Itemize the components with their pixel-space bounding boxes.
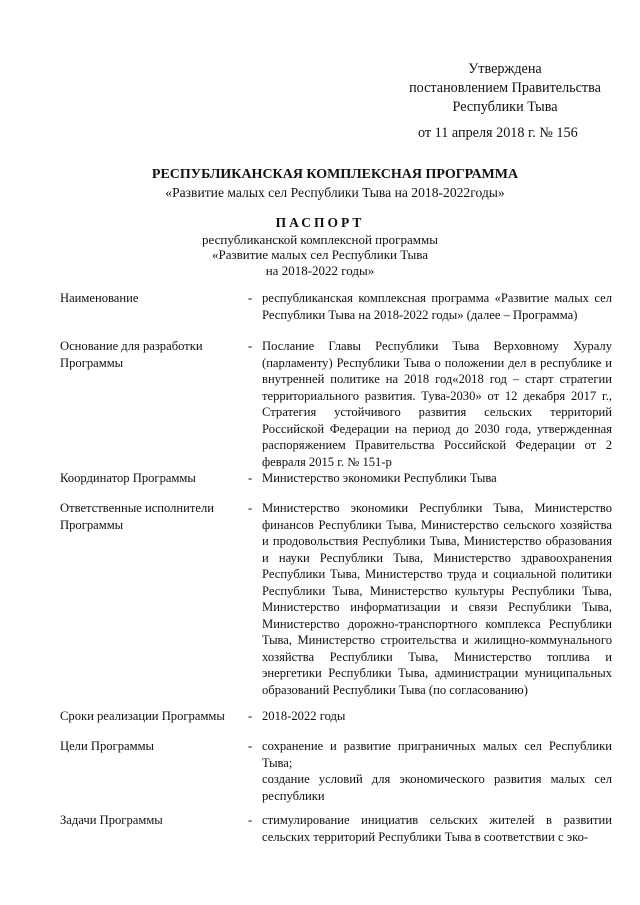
row-value (262, 738, 612, 804)
row-dash: - (248, 339, 253, 353)
row-label: Задачи Программы (60, 813, 163, 827)
row-value-text: 2018-2022 годы (262, 709, 346, 723)
row-dash: - (248, 291, 253, 305)
row-value-text: создание условий для экономического развития малых сел республики (262, 772, 612, 803)
row-label: Сроки реализации Программы (60, 709, 225, 723)
approval-block (370, 60, 640, 117)
row-dash: - (248, 501, 253, 515)
row-label: Основание для разработки Программы (60, 339, 203, 370)
approval-line: постановлением Правительства (409, 80, 601, 96)
row-dash: - (248, 739, 253, 753)
row-value-text: Министерство экономики Республики Тыва (262, 471, 497, 485)
program-subtitle: «Развитие малых сел Республики Тыва на 2018-2022годы» (165, 185, 505, 200)
row-value (262, 500, 612, 698)
passport-line: республиканской комплексной программы (202, 231, 438, 247)
row-dash: - (248, 709, 253, 723)
row-value-text: Министерство экономики Республики Тыва, Министерство финансов Республики Тыва, Министерство сельского хозяйства и продовольствия Республики Тыва, Министерство образования и науки Республики Тыва, Министерство здравоохранения Республики Тыва, Министерство труда и социальной политики Республики Тыва, Министерство культуры Республики Тыва, Министерство информатизации и связи Республики Тыва, Министерство дорожно-транспортного комплекса Республики Тыва, Министерство строительства и жилищно-коммунального хозяйства Республики Тыва, Министерство топлива и энергетики Республики Тыва, администрации муниципальных образований Республики Тыва (по согласованию) (262, 501, 612, 697)
approval-line: Утверждена (468, 61, 542, 77)
row-label: Координатор Программы (60, 471, 196, 485)
approval-date: от 11 апреля 2018 г. № 156 (418, 125, 578, 141)
row-value (262, 338, 612, 470)
row-dash: - (248, 813, 253, 827)
passport-line: на 2018-2022 годы» (265, 262, 375, 278)
row-value (262, 708, 612, 725)
row-value (262, 290, 612, 323)
row-value-text: сохранение и развитие приграничных малых сел Республики Тыва; (262, 739, 612, 770)
row-dash: - (248, 471, 253, 485)
row-value-text: стимулирование инициатив сельских жителей в развитии сельских территорий Республики Тыва в соответствии с эко- (262, 813, 612, 844)
row-value-text: Послание Главы Республики Тыва Верховному Хуралу (парламенту) Республики Тыва о положении дел в республике и внутренней политике на 2018 год«2018 год – старт стратегии территориального развития. Тува-2030» от 12 декабря 2017 г., Стратегия устойчивого развития сельских территорий Российской Федерации на период до 2030 года, утвержденная распоряжением Правительства Российской Федерации от 2 февраля 2015 г. № 151-р (262, 339, 612, 469)
passport-header (150, 215, 490, 278)
program-title-block (90, 166, 580, 202)
program-title: РЕСПУБЛИКАНСКАЯ КОМПЛЕКСНАЯ ПРОГРАММА (151, 167, 519, 182)
passport-heading: ПАСПОРТ (275, 215, 365, 230)
row-label: Цели Программы (60, 739, 154, 753)
row-label: Ответственные исполнители Программы (60, 501, 215, 532)
passport-line: «Развитие малых сел Республики Тыва (211, 247, 429, 262)
approval-line: Республики Тыва (452, 99, 558, 115)
row-label: Наименование (60, 291, 139, 305)
row-value (262, 470, 612, 487)
row-value (262, 812, 612, 845)
row-value-text: республиканская комплексная программа «Развитие малых сел Республики Тыва на 2018-2022 годы» (далее – Программа) (262, 291, 612, 322)
